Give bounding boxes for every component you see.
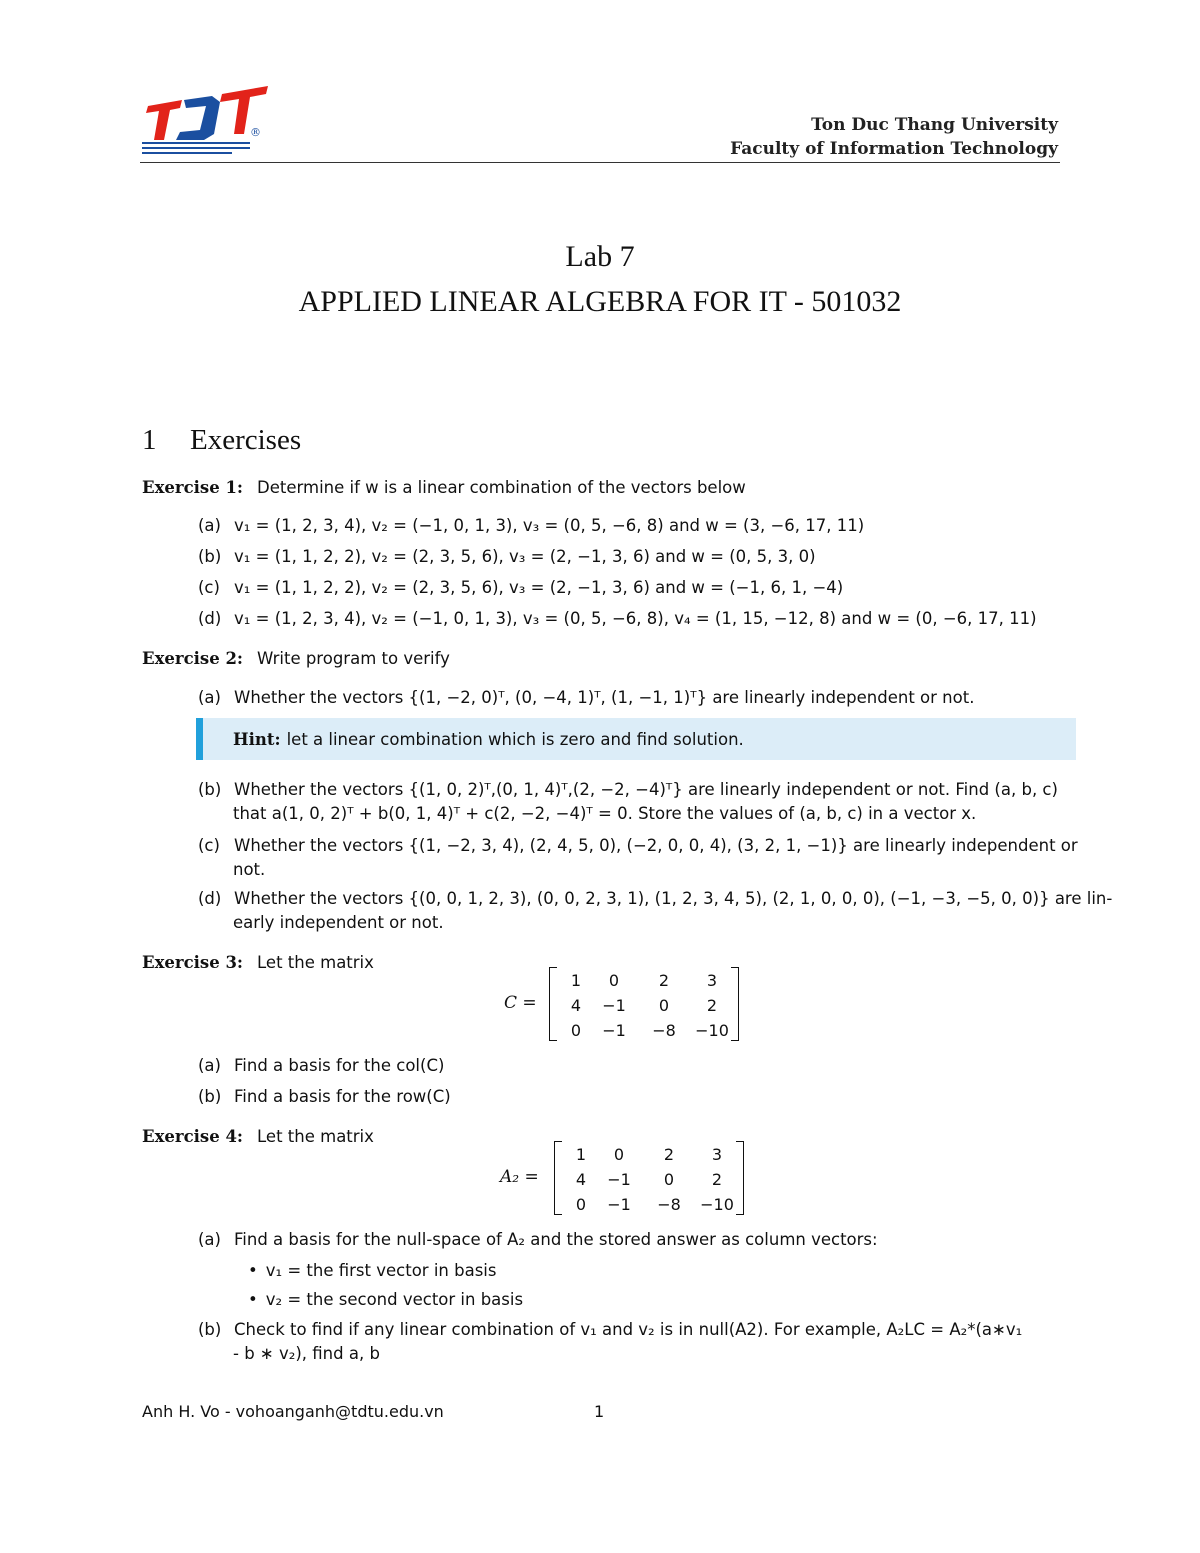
- exercise-4-label: Exercise 4:: [142, 1127, 244, 1146]
- hint-box: [196, 718, 1076, 760]
- exercise-2-item-d-cont: early independent or not.: [233, 913, 444, 932]
- matrix-a2-cell: 2: [711, 1170, 723, 1189]
- header-rule: [140, 162, 1060, 163]
- university-logo: [140, 84, 270, 156]
- section-title: Exercises: [190, 424, 302, 456]
- exercise-4-item-b-cont: - b ∗ v₂), find a, b: [233, 1344, 380, 1363]
- exercise-3-item-b: (b) Find a basis for the row(C): [198, 1087, 451, 1106]
- exercise-1-item-d: (d) v₁ = (1, 2, 3, 4), v₂ = (−1, 0, 1, 3), v₃ = (0, 5, −6, 8), v₄ = (1, 15, −12, 8) and w = (0, −6, 17, 11): [198, 609, 1037, 628]
- section-heading: [142, 424, 301, 457]
- exercise-4-item-b: (b) Check to find if any linear combination of v₁ and v₂ is in null(A2). For example, A₂LC = A₂*(a∗v₁: [198, 1320, 1023, 1339]
- matrix-c-cell: 4: [570, 996, 582, 1015]
- matrix-c-grid: [563, 971, 735, 1040]
- hint-text: Hint: let a linear combination which is zero and find solution.: [233, 730, 744, 749]
- exercise-2-item-d: (d) Whether the vectors {(0, 0, 1, 2, 3), (0, 0, 2, 3, 1), (1, 2, 3, 4, 5), (2, 1, 0, 0, 0), (−1, −3, −5, 0, 0)} are lin-: [198, 889, 1113, 908]
- course-title: APPLIED LINEAR ALGEBRA FOR IT - 501032: [298, 285, 902, 318]
- matrix-c-cell: 2: [658, 971, 670, 990]
- exercise-4-item-a: (a) Find a basis for the null-space of A₂ and the stored answer as column vectors:: [198, 1230, 878, 1249]
- matrix-a2-grid: [568, 1145, 740, 1214]
- matrix-a2-cell: −1: [607, 1170, 631, 1189]
- page-number: 1: [594, 1402, 605, 1421]
- exercise-1-text: Determine if w is a linear combination of the vectors below: [257, 478, 746, 497]
- exercise-1-item-a: (a) v₁ = (1, 2, 3, 4), v₂ = (−1, 0, 1, 3), v₃ = (0, 5, −6, 8) and w = (3, −6, 17, 11): [198, 516, 865, 535]
- matrix-c-cell: 2: [706, 996, 718, 1015]
- matrix-c-cell: 0: [570, 1021, 582, 1040]
- matrix-a2-cell: −8: [657, 1195, 681, 1214]
- exercise-3-item-a: (a) Find a basis for the col(C): [198, 1056, 445, 1075]
- exercise-2-item-b: (b) Whether the vectors {(1, 0, 2)ᵀ,(0, 1, 4)ᵀ,(2, −2, −4)ᵀ} are linearly independent or not. Find (a, b, c): [198, 780, 1058, 799]
- matrix-a2-cell: 2: [663, 1145, 675, 1164]
- exercise-3-heading: [142, 953, 374, 972]
- exercise-2-heading: [142, 649, 450, 668]
- exercise-2-label: Exercise 2:: [142, 649, 244, 668]
- bullet-item: • v₁ = the first vector in basis: [248, 1261, 497, 1280]
- exercise-1-item-b: (b) v₁ = (1, 1, 2, 2), v₂ = (2, 3, 5, 6), v₃ = (2, −1, 3, 6) and w = (0, 5, 3, 0): [198, 547, 816, 566]
- left-bracket: [549, 967, 557, 1041]
- exercise-2-item-a: (a) Whether the vectors {(1, −2, 0)ᵀ, (0, −4, 1)ᵀ, (1, −1, 1)ᵀ} are linearly independent or not.: [198, 688, 975, 707]
- matrix-c-cell: −10: [695, 1021, 729, 1040]
- tdt-logo-icon: [140, 84, 270, 156]
- matrix-a2-cell: 1: [575, 1145, 587, 1164]
- faculty-name: Faculty of Information Technology: [730, 139, 1058, 159]
- exercise-1-item-c: (c) v₁ = (1, 1, 2, 2), v₂ = (2, 3, 5, 6), v₃ = (2, −1, 3, 6) and w = (−1, 6, 1, −4): [198, 578, 844, 597]
- bullet-icon: •: [248, 1261, 258, 1280]
- exercise-2-item-c-cont: not.: [233, 860, 266, 879]
- matrix-c-cell: −8: [652, 1021, 676, 1040]
- matrix-a2-cell: 0: [663, 1170, 675, 1189]
- exercise-2-item-c: (c) Whether the vectors {(1, −2, 3, 4), (2, 4, 5, 0), (−2, 0, 0, 4), (3, 2, 1, −1)} are linearly independent or: [198, 836, 1078, 855]
- matrix-a2-cell: 4: [575, 1170, 587, 1189]
- university-name: Ton Duc Thang University: [811, 115, 1058, 135]
- matrix-c-cell: −1: [602, 1021, 626, 1040]
- matrix-a2-cell: 3: [711, 1145, 723, 1164]
- matrix-c-cell: 1: [570, 971, 582, 990]
- matrix-c: [549, 967, 739, 1039]
- bullet-icon: •: [248, 1290, 258, 1309]
- exercise-2-item-b-cont: that a(1, 0, 2)ᵀ + b(0, 1, 4)ᵀ + c(2, −2, −4)ᵀ = 0. Store the values of (a, b, c) in a vector x.: [233, 804, 977, 823]
- exercise-2-text: Write program to verify: [257, 649, 450, 668]
- exercise-3-text: Let the matrix: [257, 953, 374, 972]
- matrix-c-cell: 0: [608, 971, 620, 990]
- footer-author: Anh H. Vo - vohoanganh@tdtu.edu.vn: [142, 1402, 444, 1421]
- bullet-item: • v₂ = the second vector in basis: [248, 1290, 524, 1309]
- matrix-a2-cell: −10: [700, 1195, 734, 1214]
- matrix-c-cell: −1: [602, 996, 626, 1015]
- exercise-1-heading: [142, 478, 746, 497]
- left-bracket: [554, 1141, 562, 1215]
- section-number: 1: [142, 424, 157, 456]
- matrix-a2-cell: 0: [575, 1195, 587, 1214]
- exercise-4-heading: [142, 1127, 374, 1146]
- matrix-a2: [554, 1141, 744, 1213]
- matrix-a2-cell: 0: [613, 1145, 625, 1164]
- lab-title: Lab 7: [565, 240, 635, 273]
- matrix-a2-label: A₂ =: [500, 1167, 539, 1187]
- matrix-a2-cell: −1: [607, 1195, 631, 1214]
- registered-mark: ®: [250, 126, 261, 139]
- exercise-1-label: Exercise 1:: [142, 478, 244, 497]
- hint-accent-bar: [196, 718, 203, 760]
- matrix-c-label: C =: [504, 993, 537, 1013]
- exercise-3-label: Exercise 3:: [142, 953, 244, 972]
- exercise-4-text: Let the matrix: [257, 1127, 374, 1146]
- matrix-c-cell: 0: [658, 996, 670, 1015]
- matrix-c-cell: 3: [706, 971, 718, 990]
